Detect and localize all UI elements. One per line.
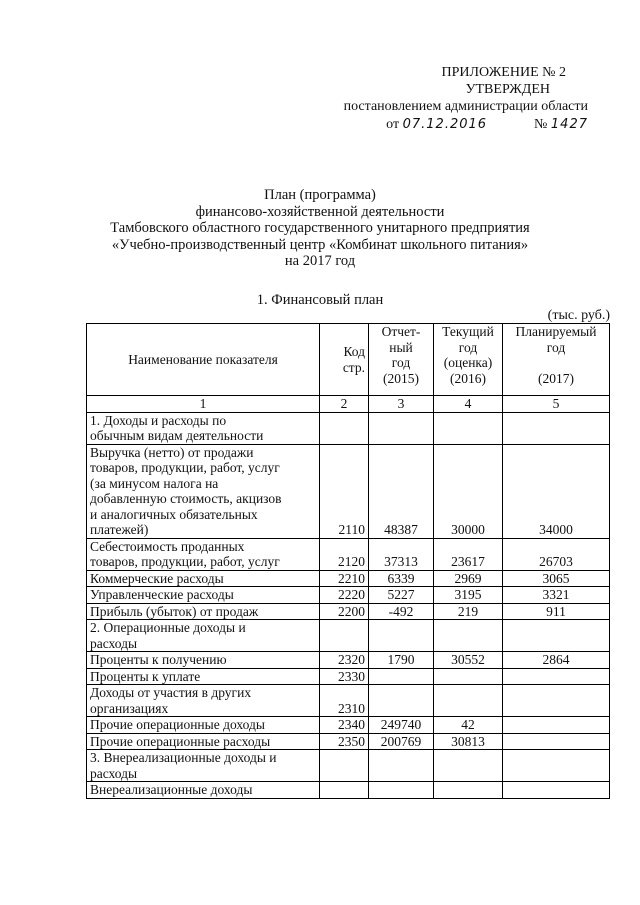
row-value-2017 — [503, 620, 610, 652]
title-line-2: финансово-хозяйственной деятельности — [195, 203, 445, 220]
row-value-2015 — [369, 668, 434, 685]
row-name: Прибыль (убыток) от продаж — [87, 603, 320, 620]
table-row — [87, 538, 610, 570]
table-row — [87, 782, 610, 799]
row-name: Коммерческие расходы — [87, 570, 320, 587]
row-value-2016 — [434, 782, 503, 799]
row-value-2015: 5227 — [369, 587, 434, 604]
title-line-3: Тамбовского областного государственного унитарного предприятия — [110, 220, 530, 236]
date-prefix: от — [386, 117, 400, 132]
title-line-5: на 2017 год — [284, 253, 356, 269]
row-value-2017: 26703 — [503, 538, 610, 570]
document-title — [0, 187, 640, 270]
row-value-2017 — [503, 412, 610, 444]
approval-block — [344, 64, 588, 133]
row-code: 2330 — [320, 668, 369, 685]
row-value-2015 — [369, 620, 434, 652]
row-name: Прочие операционные расходы — [87, 733, 320, 750]
row-value-2015 — [369, 685, 434, 717]
table-row — [87, 685, 610, 717]
handwritten-number: 1427 — [550, 117, 588, 132]
row-value-2016: 2969 — [434, 570, 503, 587]
row-value-2017 — [503, 782, 610, 799]
row-value-2015: 37313 — [369, 538, 434, 570]
header-planned-year: Планируемый год (2017) — [503, 324, 610, 396]
row-value-2016 — [434, 685, 503, 717]
row-name: Себестоимость проданных товаров, продукции, работ, услуг — [87, 538, 320, 570]
financial-plan-table — [86, 323, 610, 799]
column-number: 1 — [87, 396, 320, 413]
approved-label: УТВЕРЖДЕН — [465, 82, 550, 97]
row-code: 2120 — [320, 538, 369, 570]
table-row — [87, 444, 610, 538]
row-code — [320, 782, 369, 799]
title-line-1: План (программа) — [264, 187, 376, 203]
row-code: 2220 — [320, 587, 369, 604]
row-name: 2. Операционные доходы и расходы — [87, 620, 320, 652]
row-value-2016: 23617 — [434, 538, 503, 570]
row-value-2016: 30552 — [434, 652, 503, 669]
row-name: Доходы от участия в других организациях — [87, 685, 320, 717]
table-row — [87, 652, 610, 669]
row-value-2017 — [503, 750, 610, 782]
section-title: 1. Финансовый план — [256, 292, 384, 308]
row-value-2015 — [369, 782, 434, 799]
table-row — [87, 412, 610, 444]
handwritten-date: 07.12.2016 — [402, 117, 488, 132]
row-name: Проценты к получению — [87, 652, 320, 669]
row-value-2016 — [434, 668, 503, 685]
row-value-2017: 2864 — [503, 652, 610, 669]
row-value-2017 — [503, 717, 610, 734]
row-name: Внереализационные доходы — [87, 782, 320, 799]
table-row — [87, 603, 610, 620]
row-value-2015: -492 — [369, 603, 434, 620]
units-label: (тыс. руб.) — [547, 308, 610, 323]
row-value-2016: 42 — [434, 717, 503, 734]
row-name: Управленческие расходы — [87, 587, 320, 604]
table-header-row — [87, 324, 610, 396]
row-value-2015: 200769 — [369, 733, 434, 750]
number-prefix: № — [534, 117, 548, 132]
row-value-2017 — [503, 668, 610, 685]
table-row — [87, 750, 610, 782]
table-row — [87, 587, 610, 604]
header-indicator-name: Наименование показателя — [87, 324, 320, 396]
row-code: 2200 — [320, 603, 369, 620]
row-value-2015: 249740 — [369, 717, 434, 734]
row-value-2016: 219 — [434, 603, 503, 620]
column-number: 2 — [320, 396, 369, 413]
row-value-2017 — [503, 733, 610, 750]
row-value-2017: 34000 — [503, 444, 610, 538]
row-code: 2350 — [320, 733, 369, 750]
row-value-2017: 911 — [503, 603, 610, 620]
row-value-2016: 30813 — [434, 733, 503, 750]
row-value-2016: 3195 — [434, 587, 503, 604]
row-code — [320, 750, 369, 782]
column-number-row — [87, 396, 610, 413]
header-current-year: Текущий год (оценка) (2016) — [434, 324, 503, 396]
row-name: 3. Внереализационные доходы и расходы — [87, 750, 320, 782]
row-value-2015: 6339 — [369, 570, 434, 587]
table-row — [87, 570, 610, 587]
header-reported-year: Отчет- ный год (2015) — [369, 324, 434, 396]
row-code: 2310 — [320, 685, 369, 717]
row-code: 2110 — [320, 444, 369, 538]
row-value-2015 — [369, 750, 434, 782]
row-code — [320, 620, 369, 652]
row-name: Проценты к уплате — [87, 668, 320, 685]
row-value-2016 — [434, 412, 503, 444]
row-name: Прочие операционные доходы — [87, 717, 320, 734]
row-value-2016: 30000 — [434, 444, 503, 538]
row-code: 2320 — [320, 652, 369, 669]
table-row — [87, 668, 610, 685]
row-value-2016 — [434, 750, 503, 782]
row-code: 2340 — [320, 717, 369, 734]
table-row — [87, 733, 610, 750]
row-code: 2210 — [320, 570, 369, 587]
row-value-2016 — [434, 620, 503, 652]
row-name: 1. Доходы и расходы по обычным видам деятельности — [87, 412, 320, 444]
header-code: Код стр. — [320, 324, 369, 396]
row-value-2017: 3321 — [503, 587, 610, 604]
resolution-line: постановлением администрации области — [343, 99, 588, 114]
column-number: 4 — [434, 396, 503, 413]
title-line-4: «Учебно-производственный центр «Комбинат школьного питания» — [111, 236, 529, 253]
row-value-2017 — [503, 685, 610, 717]
appendix-number: ПРИЛОЖЕНИЕ № 2 — [441, 65, 566, 80]
table-row — [87, 717, 610, 734]
table-row — [87, 620, 610, 652]
row-value-2017: 3065 — [503, 570, 610, 587]
column-number: 3 — [369, 396, 434, 413]
resolution-date-number — [344, 116, 588, 133]
row-code — [320, 412, 369, 444]
row-name: Выручка (нетто) от продажи товаров, продукции, работ, услуг (за минусом налога на добавленную стоимость, акцизов и аналогичных обязательных платежей) — [87, 444, 320, 538]
row-value-2015: 1790 — [369, 652, 434, 669]
row-value-2015: 48387 — [369, 444, 434, 538]
column-number: 5 — [503, 396, 610, 413]
row-value-2015 — [369, 412, 434, 444]
